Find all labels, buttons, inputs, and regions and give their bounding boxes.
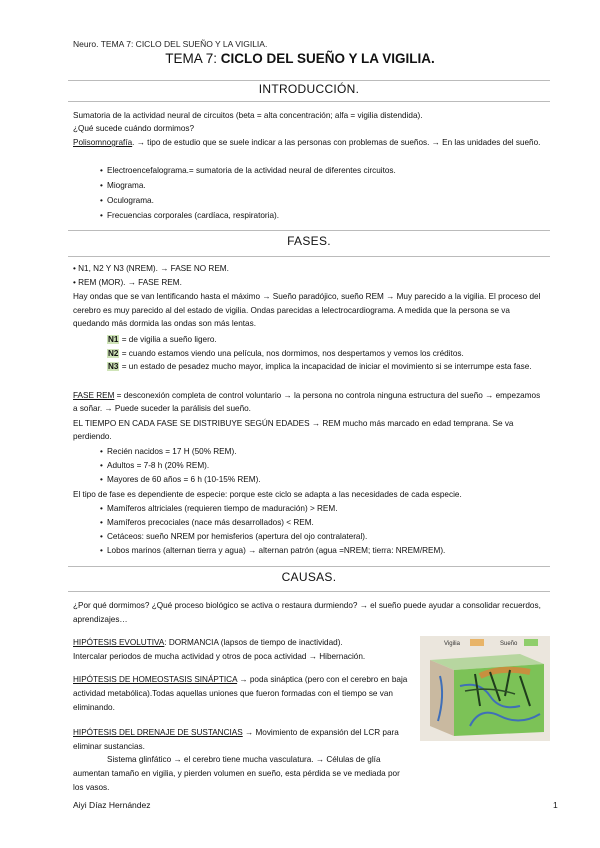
running-header: Neuro. TEMA 7: CICLO DEL SUEÑO Y LA VIGILIA. <box>73 39 268 49</box>
list-item: • Mayores de 60 años = 6 h (10-15% REM). <box>107 473 547 486</box>
list-item: • Recién nacidos = 17 H (50% REM). <box>107 445 547 458</box>
n3-line <box>107 360 547 373</box>
especie-paragraph: El tipo de fase es dependiente de especie: porque este ciclo se adapta a las necesidades de cada especie. <box>73 490 462 499</box>
list-item: • Oculograma. <box>107 194 547 207</box>
divider <box>68 101 550 102</box>
fases-paragraph: Hay ondas que se van lentificando hasta el máximo → Sueño paradójico, sueño REM → Muy parecido a la vigilia. El proceso del cerebro es muy parecido al del estado de vigilia. Ondas parecidas a lelectrocardiograma. A medida que la persona se va quedando más dormida las ondas son más lentas. <box>73 292 541 328</box>
legend-sueno: Sueño <box>500 641 518 647</box>
n1-line <box>107 333 547 346</box>
list-item: • Mamíferos altriciales (requieren tiempo de maduración) > REM. <box>107 502 547 515</box>
polisomnografia-text: . → tipo de estudio que se suele indicar a las personas con problemas de sueños. → En las unidades del sueño. <box>132 138 541 147</box>
divider <box>68 230 550 231</box>
list-item: • Electroencefalograma.= sumatoria de la actividad neural de diferentes circuitos. <box>107 164 547 177</box>
term-fase-rem: FASE REM <box>73 391 115 400</box>
hipotesis-homeostasis-text: → poda sináptica (pero con el cerebro en baja actividad metabólica).Todas aquellas uniones que fueron formadas con el tiempo se van eliminando. <box>73 675 408 712</box>
section-heading-causas: CAUSAS. <box>281 570 337 584</box>
legend-vigilia: Vigilia <box>444 641 460 647</box>
n2-line <box>107 347 547 360</box>
fases-bullet-nrem: • N1, N2 Y N3 (NREM). → FASE NO REM. <box>73 264 229 273</box>
footer-author: Aiyi Díaz Hernández <box>73 800 151 810</box>
page-title <box>0 52 600 65</box>
term-hipotesis-homeostasis: HIPÓTESIS DE HOMEOSTASIS SINÁPTICA <box>73 675 238 684</box>
divider <box>68 566 550 567</box>
section-heading-intro: INTRODUCCIÓN. <box>258 82 360 96</box>
term-hipotesis-evolutiva: HIPÓTESIS EVOLUTIVA <box>73 638 165 647</box>
fase-rem-text: = desconexión completa de control voluntario → la persona no controla ninguna estructura del sueño → empezamos a soñar. → Puede suceder la parálisis del sueño. <box>73 391 541 413</box>
intro-paragraph: Sumatoria de la actividad neural de circuitos (beta = alta concentración; alfa = vigilia distendida). <box>73 111 423 120</box>
sistema-glinfatico: Sistema glinfático → el cerebro tiene mucha vasculatura. → Células de glía aumentan tamaño en vigilia, y pierden volumen en sueño, esta pérdida se ve mediada por los vasos. <box>73 755 400 792</box>
divider <box>68 591 550 592</box>
n2-text: = cuando estamos viendo una película, nos dormimos, nos despertamos y vemos los créditos. <box>119 349 464 358</box>
edades-paragraph: EL TIEMPO EN CADA FASE SE DISTRIBUYE SEGÚN EDADES → REM mucho más marcado en edad temprana. Se va perdiendo. <box>73 419 514 441</box>
intro-question: ¿Qué sucede cuándo dormimos? <box>73 124 195 133</box>
hipotesis-homeostasis <box>73 673 413 715</box>
page-number: 1 <box>553 800 558 810</box>
title-main: CICLO DEL SUEÑO Y LA VIGILIA. <box>220 51 435 66</box>
list-item: • Cetáceos: sueño NREM por hemisferios (apertura del ojo contralateral). <box>107 530 547 543</box>
hipotesis-drenaje-text: → Movimiento de expansión del LCR para eliminar sustancias. <box>73 728 399 751</box>
n1-text: = de vigilia a sueño ligero. <box>119 335 217 344</box>
intro-polisomnografia <box>73 136 543 149</box>
list-item: • Frecuencias corporales (cardíaca, respiratoria). <box>107 209 547 222</box>
divider <box>68 80 550 81</box>
term-hipotesis-drenaje: HIPÓTESIS DEL DRENAJE DE SUSTANCIAS <box>73 728 243 737</box>
list-item: • Mamíferos precociales (nace más desarrollados) < REM. <box>107 516 547 529</box>
list-item: • Miograma. <box>107 179 547 192</box>
divider <box>68 256 550 257</box>
section-heading-fases: FASES. <box>287 234 331 248</box>
n1-tag: N1 <box>108 335 119 344</box>
causas-question: ¿Por qué dormimos? ¿Qué proceso biológico se activa o restaura durmiendo? → el sueño puede ayudar a consolidar recuerdos, aprendizajes… <box>73 601 541 624</box>
title-prefix: TEMA 7: <box>165 51 221 66</box>
fases-bullet-rem: • REM (MOR). → FASE REM. <box>73 278 182 287</box>
n2-tag: N2 <box>108 349 119 358</box>
fase-rem-paragraph <box>73 389 543 415</box>
list-item: • Adultos = 7-8 h (20% REM). <box>107 459 547 472</box>
hipotesis-evolutiva-line2: Intercalar periodos de mucha actividad y otros de poca actividad → Hibernación. <box>73 652 366 661</box>
hipotesis-evolutiva <box>73 636 413 649</box>
term-polisomnografia: Polisomnografía <box>73 138 133 147</box>
legend-vigilia-swatch <box>470 639 484 646</box>
legend-sueno-swatch <box>524 639 538 646</box>
list-item: • Lobos marinos (alternan tierra y agua) → alternan patrón (agua =NREM; tierra: NREM/REM). <box>107 544 547 557</box>
n3-text: = un estado de pesadez mucho mayor, implica la incapacidad de iniciar el movimiento si se interrumpe esta fase. <box>119 362 532 371</box>
glymphatic-figure <box>420 636 550 741</box>
n3-tag: N3 <box>108 362 119 371</box>
hipotesis-drenaje <box>73 726 413 754</box>
hipotesis-evolutiva-text: : DORMANCIA (lapsos de tiempo de inactividad). <box>164 638 343 647</box>
